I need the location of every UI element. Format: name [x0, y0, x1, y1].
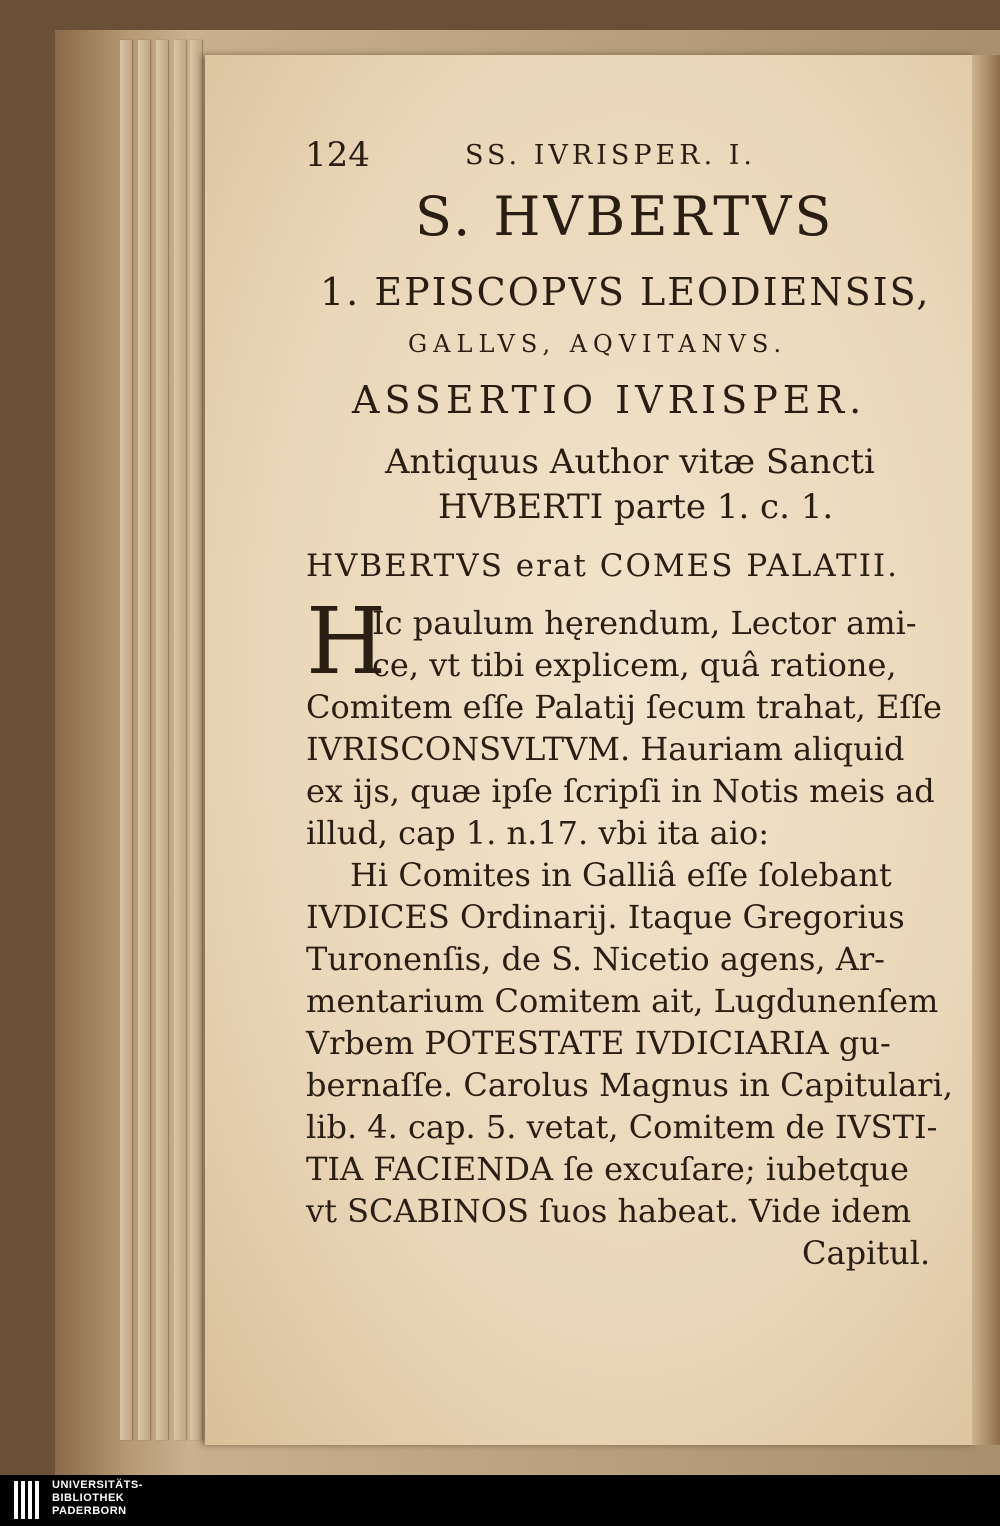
source-line: HVBERTI parte 1. c. 1.	[438, 487, 834, 527]
page-edge	[138, 40, 150, 1440]
body-line: IVRISCONSVLTVM. Hauriam aliquid	[306, 730, 905, 768]
body-line: Comitem eſſe Palatij ſecum trahat, Eſſe	[306, 688, 942, 726]
title-origin: GALLVS, AQVITANVS.	[408, 330, 788, 358]
library-name-line: UNIVERSITÄTS-	[52, 1479, 143, 1491]
page-edge	[120, 40, 132, 1440]
title-name: S. HVBERTVS	[415, 185, 835, 248]
drop-cap: H	[306, 588, 387, 695]
body-line: Turonenſis, de S. Nicetio agens, Ar-	[306, 940, 885, 978]
page-edge	[156, 40, 168, 1440]
body-line: vt SCABINOS ſuos habeat. Vide idem	[306, 1192, 912, 1230]
page-edge	[174, 40, 186, 1440]
page-edge	[190, 40, 202, 1440]
section-heading: ASSERTIO IVRISPER.	[352, 378, 867, 422]
body-line: illud, cap 1. n.17. vbi ita aio:	[306, 814, 770, 852]
body-line: lib. 4. cap. 5. vetat, Comitem de IVSTI-	[306, 1108, 938, 1146]
body-line: Capitul.	[802, 1234, 931, 1272]
page-number: 124	[305, 135, 370, 175]
page-gutter	[972, 55, 1000, 1445]
body-line: ce, vt tibi explicem, quâ ratione,	[372, 646, 897, 684]
body-line: Vrbem POTESTATE IVDICIARIA gu-	[306, 1024, 891, 1062]
library-logo-icon	[14, 1481, 40, 1519]
library-name	[52, 1479, 143, 1518]
source-line: Antiquus Author vitæ Sancti	[385, 442, 875, 482]
running-header: SS. IVRISPER. I.	[465, 140, 756, 171]
body-line: IVDICES Ordinarij. Itaque Gregorius	[306, 898, 905, 936]
library-name-line: PADERBORN	[52, 1505, 127, 1517]
body-line: mentarium Comitem ait, Lugdunenſem	[306, 982, 939, 1020]
lemma-line: HVBERTVS erat COMES PALATII.	[306, 548, 900, 584]
body-line: Hi Comites in Galliâ eſſe ſolebant	[350, 856, 892, 894]
body-line: TIA FACIENDA ſe excuſare; iubetque	[306, 1150, 909, 1188]
body-line: Ic paulum hęrendum, Lector ami-	[372, 604, 917, 642]
body-line: ex ijs, quæ ipſe ſcripſi in Notis meis ad	[306, 772, 935, 810]
body-line: bernaſſe. Carolus Magnus in Capitulari,	[306, 1066, 953, 1104]
title-office: 1. EPISCOPVS LEODIENSIS,	[320, 270, 931, 314]
library-footer	[0, 1475, 1000, 1526]
library-name-line: BIBLIOTHEK	[52, 1492, 125, 1504]
